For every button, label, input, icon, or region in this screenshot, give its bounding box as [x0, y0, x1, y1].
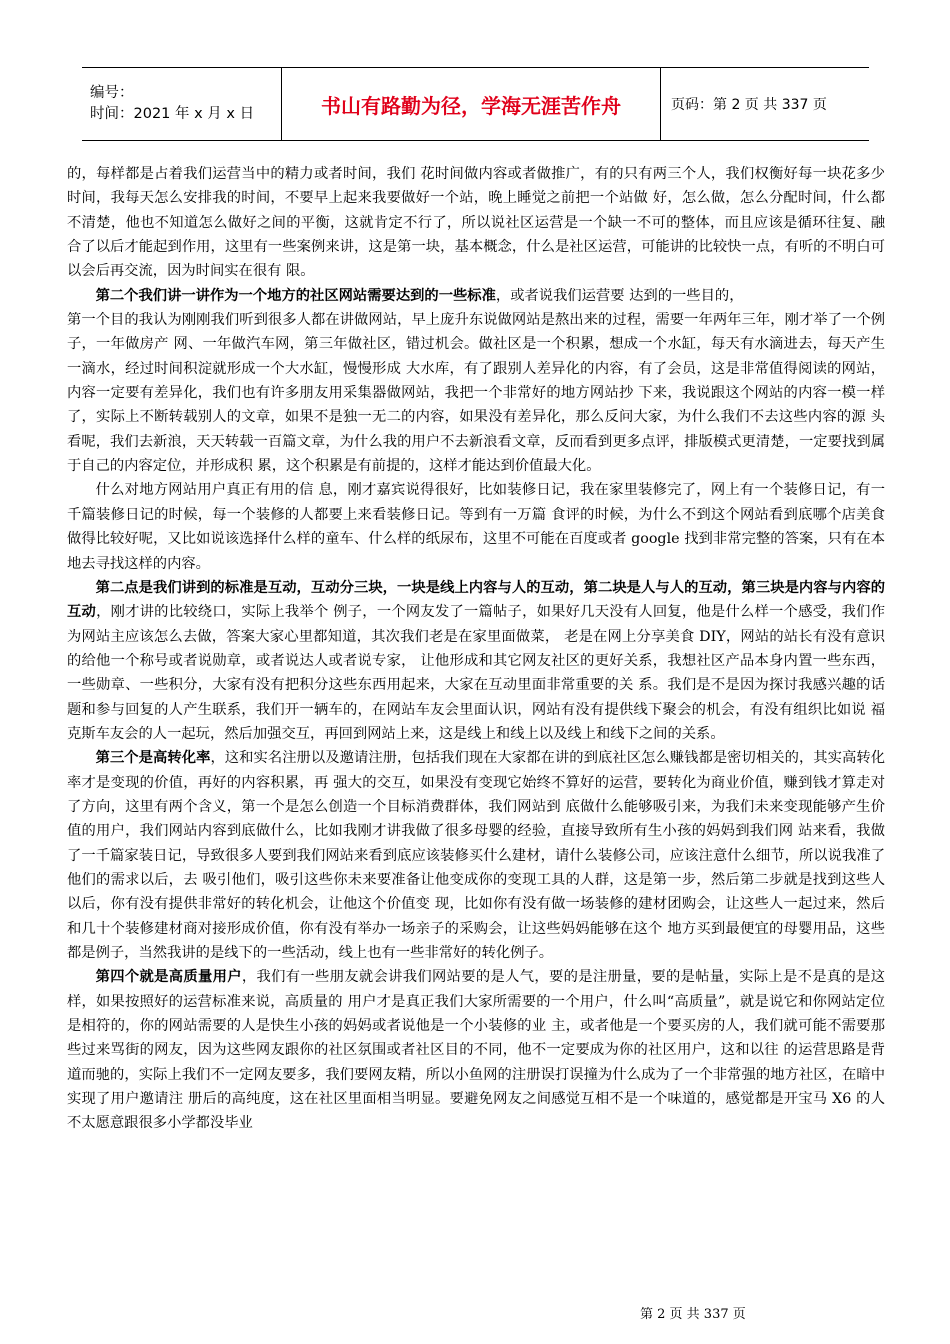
- paragraph-text: 第一个目的我认为刚刚我们听到很多人都在讲做网站，早上庞升东说做网站是熬出来的过程，需要一年两年三年，刚才举了一个例子，一年做房产 网、一年做汽车网，第三年做社区，错过机会。做社区是一个积累，想成一个水缸，每天有水滴进去，每天产生一滴水，经过时间积淀就形成一个大水缸，慢慢形成 大水库，有了跟别人差异化的内容，有了会员，这是非常值得阅读的网站，内容一定要有差异化，我们也有许多朋友用采集器做网站，我把一个非常好的地方网站抄 下来，我说跟这个网站的内容一模一样了，实际上不断转载别人的文章，如果不是独一无二的内容，如果没有差异化，那么反问大家，为什么我们不去这些内容的源 头看呢，我们去新浪，天天转载一百篇文章，为什么我的用户不去新浪看文章，反而看到更多点评，排版模式更清楚，一定要找到属于自己的内容定位，并形成积 累，这个积累是有前提的，这样才能达到价值最大化。: [67, 312, 885, 475]
- paragraph-text: ，我们有一些朋友就会讲我们网站要的是人气，要的是注册量，要的是帖量，实际上是不是真的是这样，如果按照好的运营标准来说，高质量的 用户才是真正我们大家所需要的一个用户，什么叫“高质量”，就是说它和你网站定位是相符的，你的网站需要的人是快生小孩的妈妈或者说他是一个小装修的业 主，或者他是一个要买房的人，我们就可能不需要那些过来骂街的网友，因为这些网友跟你的社区氛围或者社区目的不同，他不一定要成为你的社区用户，这和以往 的运营思路是背道而驰的，实际上我们不一定网友要多，我们要网友精，所以小鱼网的注册误打误撞为什么成为了一个非常强的地方社区，在暗中实现了用户邀请注 册后的高纯度，这在社区里面相当明显。要避免网友之间感觉互相不是一个味道的，感觉都是开宝马 X6 的人 不太愿意跟很多小学都没毕业: [67, 969, 885, 1132]
- document-body: [67, 162, 885, 1136]
- document-time-label: 时间：2021 年 x 月 x 日: [90, 106, 255, 122]
- paragraph-quality-users: [67, 965, 885, 1135]
- paragraph-bold-lead: 第二点是我们讲到的标准是互动，互动分三块，一块是线上内容与人的互动，第二块是人与人的互动，第三块是内容与内容的互动: [67, 579, 885, 621]
- paragraph-standards-heading: [67, 284, 885, 308]
- paragraph-bold-lead: 第四个就是高质量用户: [95, 969, 242, 986]
- paragraph-text: ，这和实名注册以及邀请注册，包括我们现在大家都在讲的到底社区怎么赚钱都是密切相关的，其实高转化率才是变现的价值，再好的内容积累，再 强大的交互，如果没有变现它始终不算好的运营，要转化为商业价值，赚到钱才算走对了方向，这里有两个含义，第一个是怎么创造一个目标消费群体，我们网站到 底做什么能够吸引来，为我们未来变现能够产生价值的用户，我们网站内容到底做什么，比如我刚才讲我做了很多母婴的经验，直接导致所有生小孩的妈妈到我们网 站来看，我做了一千篇家装日记，导致很多人要到我们网站来看到底应该装修买什么建材，请什么装修公司，应该注意什么细节，所以说我准了他们的需求以后，去 吸引他们，吸引这些你未来要准备让他变成你的变现工具的人群，这是第一步，然后第二步就是找到这些人以后，你有没有提供非常好的转化机会，让他这个价值变 现，比如你有没有做一场装修的建材团购会，让这些人一起过来，然后和几十个装修建材商对接形成价值，你有没有举办一场亲子的采购会，让这些妈妈能够在这个 地方买到最便宜的母婴用品，这些都是例子，当然我讲的是线下的一些活动，线上也有一些非常好的转化例子。: [67, 750, 886, 961]
- page-number-label: 页码：第 2 页 共 337 页: [671, 97, 827, 113]
- header-meta: [82, 68, 282, 140]
- paragraph-interaction: [67, 576, 885, 746]
- document-number-label: 编号：: [90, 85, 134, 101]
- paragraph-conversion: [67, 746, 885, 965]
- paragraph-text: 的，每样都是占着我们运营当中的精力或者时间，我们 花时间做内容或者做推广，有的只有两三个人，我们权衡好每一块花多少时间，我每天怎么安排我的时间，不要早上起来我要做好一个站，晚上睡觉之前把一个站做 好，怎么做，怎么分配时间，什么都不清楚，他也不知道怎么做好之间的平衡，这就肯定不行了，所以说社区运营是一个缺一不可的整体，而且应该是循环往复、融 合了以后才能起到作用，这里有一些案例来讲，这是第一块，基本概念，什么是社区运营，可能讲的比较快一点，有听的不明白可以会后再交流，因为时间实在很有 限。: [67, 166, 885, 280]
- paragraph-first-goal: [67, 308, 885, 478]
- paragraph-useful-info: [67, 478, 885, 575]
- header-motto: [282, 68, 661, 140]
- paragraph-text: ，或者说我们运营要 达到的一些目的，: [495, 287, 744, 304]
- motto-text: 书山有路勤为径，学海无涯苦作舟: [321, 93, 621, 118]
- page-header: [82, 67, 869, 141]
- header-page-info: [661, 68, 869, 140]
- paragraph-continuation: [67, 162, 885, 284]
- paragraph-text: 什么对地方网站用户真正有用的信 息，刚才嘉宾说得很好，比如装修日记，我在家里装修完了，网上有一个装修日记，有一千篇装修日记的时候，每一个装修的人都要上来看装修日记。等到有一万篇 食评的时候，为什么不到这个网站看到底哪个店美食做得比较好呢，又比如说该选择什么样的童车、什么样的纸尿布，这里不可能在百度或者 google 找到非常完整的答案，只有在本地去寻找这样的内容。: [67, 482, 885, 572]
- page-footer: 第 2 页 共 337 页: [640, 1307, 746, 1322]
- paragraph-text: ，刚才讲的比较绕口，实际上我举个 例子，一个网友发了一篇帖子，如果好几天没有人回复，他是什么样一个感受，我们作为网站主应该怎么去做，答案大家心里都知道，其次我们老是在家里面做菜， 老是在网上分享美食 DIY，网站的站长有没有意识的给他一个称号或者说勋章，或者说达人或者说专家， 让他形成和其它网友社区的更好关系，我想社区产品本身内置一些东西，一些勋章、一些积分，大家有没有把积分这些东西用起来，大家在互动里面非常重要的关 系。我们是不是因为探讨我感兴趣的话题和参与回复的人产生联系，我们开一辆车的，在网站车友会里面认识，网站有没有提供线下聚会的机会，有没有组织比如说 福克斯车友会的人一起玩，然后加强交互，再回到网站上来，这是线上和线上以及线上和线下之间的关系。: [67, 604, 886, 742]
- paragraph-bold-lead: 第二个我们讲一讲作为一个地方的社区网站需要达到的一些标准: [95, 287, 496, 304]
- paragraph-bold-lead: 第三个是高转化率: [95, 750, 211, 767]
